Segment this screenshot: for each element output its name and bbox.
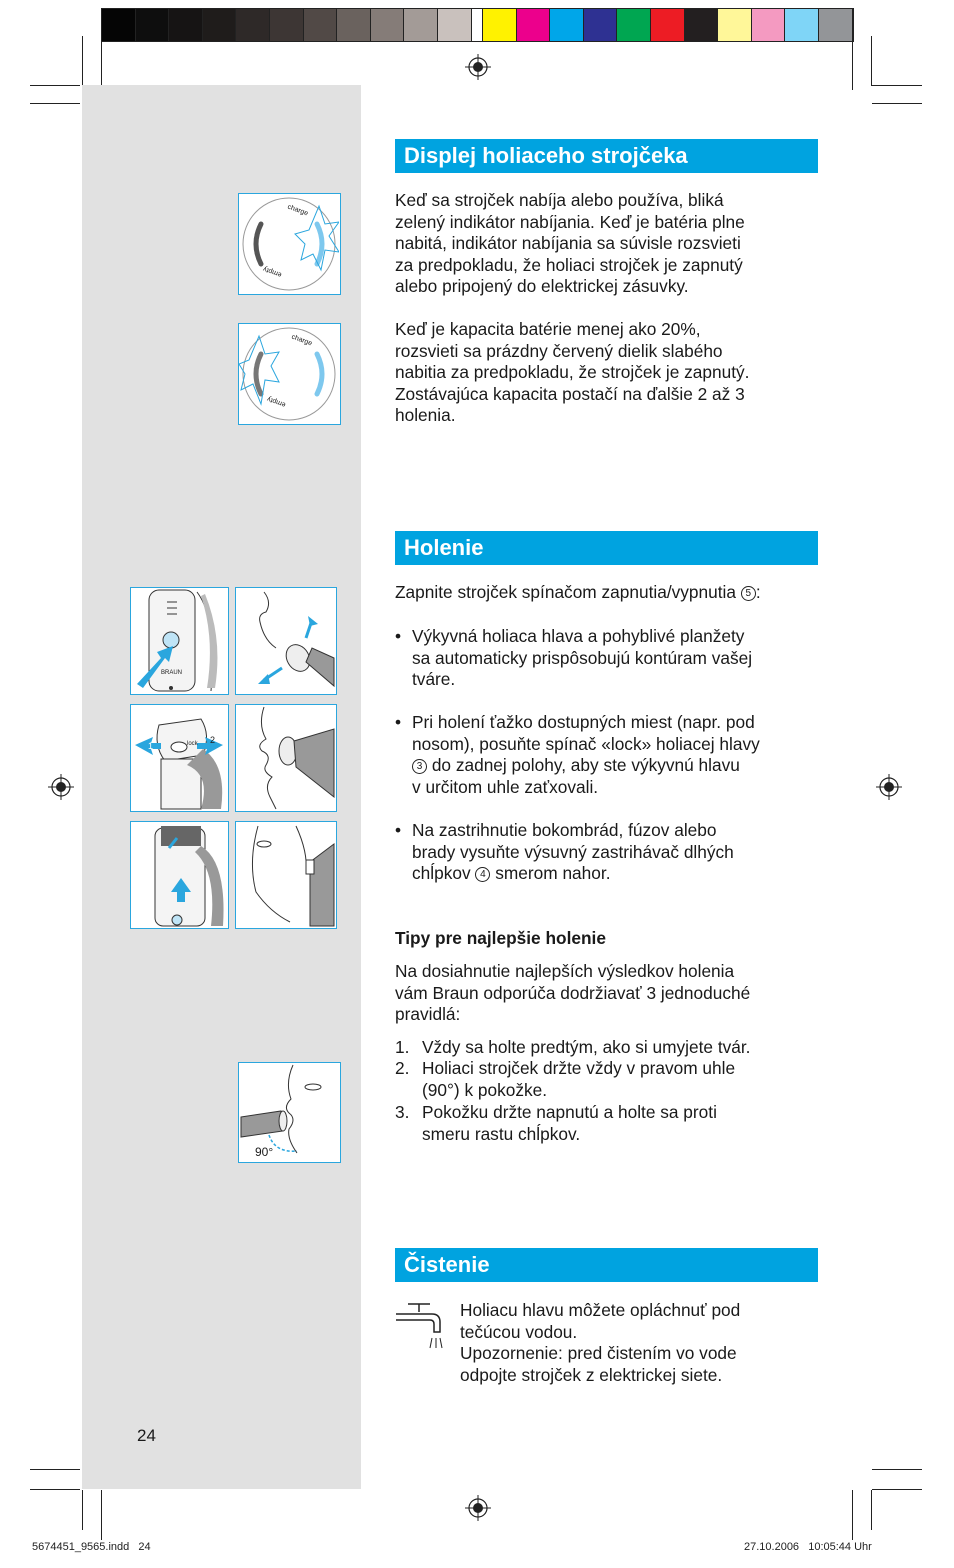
color-swatch xyxy=(483,9,517,41)
bullet-mark: • xyxy=(395,712,402,732)
shaving-intro xyxy=(395,582,825,604)
text-line: smeru rastu chĺpkov. xyxy=(422,1123,581,1144)
charge-label: charge xyxy=(290,333,313,348)
tip-number: 3. xyxy=(395,1102,410,1122)
text-line: Pri holení ťažko dostupných miest (napr. pod xyxy=(412,712,755,732)
switch-on-figure xyxy=(130,587,229,695)
color-swatch xyxy=(550,9,584,41)
intro-colon: : xyxy=(755,582,761,602)
color-swatch xyxy=(236,9,270,41)
text-line: Na dosiahnutie najlepších výsledkov holenia xyxy=(395,961,735,981)
text-line: Holiacu hlavu môžete opláchnuť pod xyxy=(460,1300,741,1320)
intro-text: Zapnite strojček spínačom zapnutia/vypnutia xyxy=(395,582,737,602)
color-swatch xyxy=(718,9,752,41)
color-swatch xyxy=(651,9,685,41)
text-line: nabitia za predpokladu, že strojček je zapnutý. xyxy=(395,362,750,383)
text-line: sa automaticky prispôsobujú kontúram vašej xyxy=(412,647,753,668)
text-line: Výkyvná holiaca hlava a pohyblivé planžety xyxy=(412,626,745,646)
text-line: Na zastrihnutie bokombrád, fúzov alebo xyxy=(412,820,717,840)
gray-color-bar xyxy=(101,8,506,42)
color-swatch xyxy=(169,9,203,41)
text-line: holenia. xyxy=(395,405,456,426)
text-line: Vždy sa holte predtým, ako si umyjete tvár. xyxy=(422,1037,751,1057)
text-line: v určitom uhle zaťxovali. xyxy=(412,776,599,797)
color-swatch xyxy=(517,9,551,41)
text-line: Upozornenie: pred čistením vo vode xyxy=(460,1343,737,1364)
trimmer-figure xyxy=(130,821,229,929)
text-line: (90°) k pokožke. xyxy=(422,1079,548,1100)
text-line: brady vysuňte výsuvný zastrihávač dlhých xyxy=(412,841,734,862)
color-swatch xyxy=(136,9,170,41)
step-2-marker: 2 xyxy=(210,735,216,745)
step-1-marker: 1 xyxy=(148,741,154,751)
text-line: Zostávajúca kapacita postačí na ďalšie 2 až 3 xyxy=(395,383,745,404)
text-line: alebo pripojený do elektrickej zásuvky. xyxy=(395,276,689,297)
text-line: nabitá, indikátor nabíjania sa súvisle rozsvieti xyxy=(395,233,741,254)
color-swatch xyxy=(617,9,651,41)
text-line: vám Braun odporúča dodržiavať 3 jednoduché xyxy=(395,982,751,1003)
color-swatch xyxy=(819,9,853,41)
shaving-section-heading: Holenie xyxy=(395,531,818,565)
display-paragraph-1 xyxy=(395,190,825,298)
text-line: tváre. xyxy=(412,669,456,690)
cleaning-text xyxy=(460,1300,820,1386)
text-line: tečúcou vodou. xyxy=(460,1321,578,1342)
reference-number: 3 xyxy=(412,759,427,774)
lock-label: lock xyxy=(187,741,198,747)
color-swatch xyxy=(438,9,472,41)
lock-switch-figure xyxy=(130,704,229,812)
footer-filename: 5674451_9565.indd 24 xyxy=(32,1541,151,1553)
tips-heading: Tipy pre najlepšie holenie xyxy=(395,928,606,948)
text-line: do zadnej polohy, aby ste výkyvnú hlavu xyxy=(431,755,740,776)
color-swatch xyxy=(371,9,405,41)
text-line: Pokožku držte napnutú a holte sa proti xyxy=(422,1102,717,1122)
page-number: 24 xyxy=(137,1426,156,1445)
registration-mark-icon xyxy=(876,774,902,800)
color-swatch xyxy=(304,9,338,41)
tip-number: 2. xyxy=(395,1058,410,1078)
footer-timestamp: 27.10.2006 10:05:44 Uhr xyxy=(744,1541,872,1553)
display-section-heading: Displej holiaceho strojčeka xyxy=(395,139,818,173)
text-line: Keď sa strojček nabíja alebo používa, bliká xyxy=(395,190,724,210)
water-tap-icon xyxy=(394,1302,444,1352)
angle-label: 90° xyxy=(255,1145,274,1159)
text-line: zelený indikátor nabíjania. Keď je batéria plne xyxy=(395,211,745,232)
empty-label: empty xyxy=(266,394,287,409)
brand-label: BRAUN xyxy=(161,670,183,676)
color-swatch xyxy=(785,9,819,41)
empty-label: empty xyxy=(262,264,283,279)
cleaning-section-heading: Čistenie xyxy=(395,1248,818,1282)
text-line: odpojte strojček z elektrickej siete. xyxy=(460,1364,723,1385)
color-swatch xyxy=(685,9,719,41)
text-line: pravidlá: xyxy=(395,1004,461,1025)
text-line: nosom), posuňte spínač «lock» holiacej hlavy xyxy=(412,733,760,754)
shaving-angle-figure xyxy=(238,1062,341,1163)
registration-mark-icon xyxy=(465,1495,491,1521)
text-line: smerom nahor. xyxy=(495,863,611,884)
color-swatch xyxy=(270,9,304,41)
reference-number: 4 xyxy=(475,867,490,882)
color-swatch xyxy=(404,9,438,41)
text-line: Holiaci strojček držte vždy v pravom uhle xyxy=(422,1058,736,1078)
color-swatch xyxy=(203,9,237,41)
color-swatch xyxy=(584,9,618,41)
color-swatch xyxy=(337,9,371,41)
reference-number: 5 xyxy=(741,586,756,601)
color-swatch xyxy=(102,9,136,41)
registration-mark-icon xyxy=(48,774,74,800)
color-swatch xyxy=(752,9,786,41)
registration-mark-icon xyxy=(465,54,491,80)
low-battery-display-figure xyxy=(238,323,341,425)
sideburn-figure xyxy=(235,821,337,929)
bullet-mark: • xyxy=(395,626,402,646)
display-paragraph-2 xyxy=(395,319,825,427)
text-line: chĺpkov xyxy=(412,863,471,884)
bullet-mark: • xyxy=(395,820,402,840)
text-line: za predpokladu, že holiaci strojček je zapnutý xyxy=(395,254,743,275)
process-color-bar xyxy=(482,8,854,42)
text-line: Keď je kapacita batérie menej ako 20%, xyxy=(395,319,701,339)
under-nose-figure xyxy=(235,704,337,812)
charge-label: charge xyxy=(286,203,309,218)
tips-intro xyxy=(395,961,825,1026)
charge-display-figure xyxy=(238,193,341,295)
pivoting-head-figure xyxy=(235,587,337,695)
tip-number: 1. xyxy=(395,1037,410,1057)
text-line: rozsvieti sa prázdny červený dielik slabého xyxy=(395,340,723,361)
